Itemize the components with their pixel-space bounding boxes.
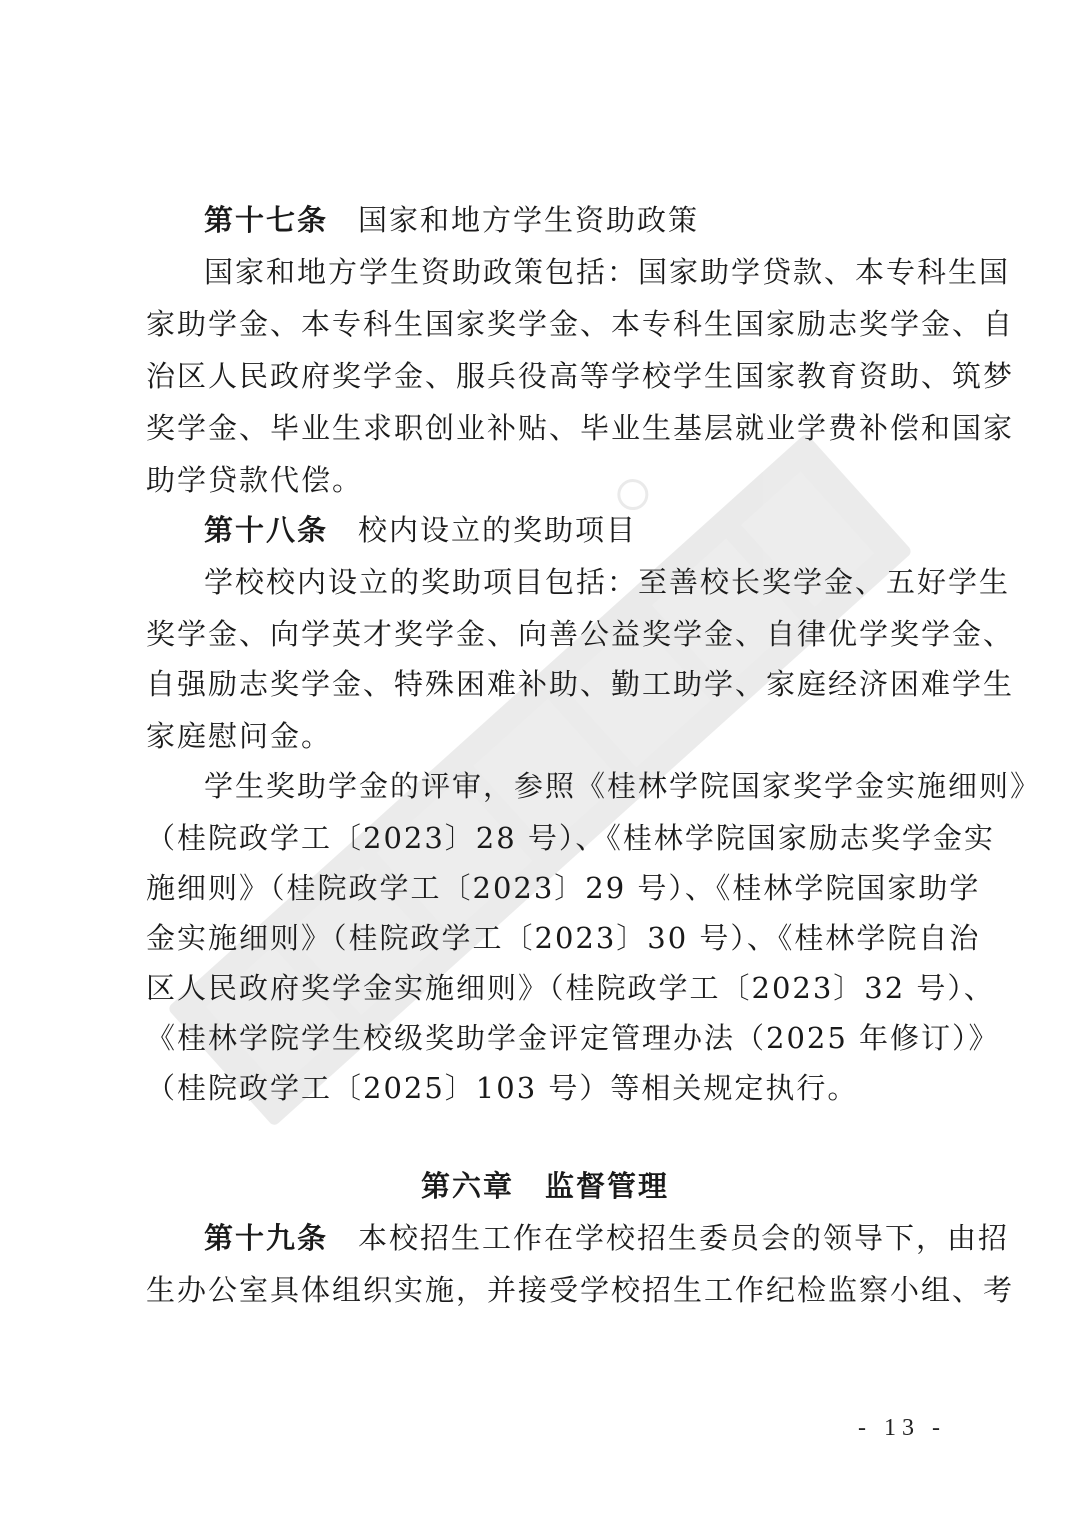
article-18-title: 校内设立的奖助项目 xyxy=(358,513,638,547)
article-18-para2-line: 区人民政府奖学金实施细则》（桂院政学工〔2023〕32 号）、 xyxy=(146,971,995,1005)
article-19-number: 第十九条 xyxy=(204,1221,329,1255)
article-19-line: 生办公室具体组织实施，并接受学校招生工作纪检监察小组、考 xyxy=(146,1273,1015,1307)
article-18-para2-line: 金实施细则》（桂院政学工〔2023〕30 号）、《桂林学院自治 xyxy=(146,921,981,955)
article-18-para2-line: 施细则》（桂院政学工〔2023〕29 号）、《桂林学院国家助学 xyxy=(146,871,981,905)
article-17-number: 第十七条 xyxy=(204,203,329,237)
article-18-para2-line: 《桂林学院学生校级奖助学金评定管理办法（2025 年修订）》 xyxy=(146,1021,1000,1055)
article-18-para2-line: （桂院政学工〔2025〕103 号）等相关规定执行。 xyxy=(146,1071,859,1105)
article-18-line: 家庭慰问金。 xyxy=(146,719,333,753)
article-18-number: 第十八条 xyxy=(204,513,329,547)
article-17-line: 国家和地方学生资助政策包括：国家助学贷款、本专科生国 xyxy=(204,255,1011,289)
article-17-line: 治区人民政府奖学金、服兵役高等学校学生国家教育资助、筑梦 xyxy=(146,359,1015,393)
page-number: - 13 - xyxy=(858,1415,946,1441)
chapter-title: 第六章 监督管理 xyxy=(420,1169,669,1203)
article-18-para2-line: 学生奖助学金的评审，参照《桂林学院国家奖学金实施细则》 xyxy=(204,769,1042,803)
article-18-line: 自强励志奖学金、特殊困难补助、勤工助学、家庭经济困难学生 xyxy=(146,667,1015,701)
article-18-line: 学校校内设立的奖助项目包括：至善校长奖学金、五好学生 xyxy=(204,565,1011,599)
article-19-text: 本校招生工作在学校招生委员会的领导下，由招 xyxy=(358,1221,1010,1255)
article-19-first-line xyxy=(146,1218,1010,1258)
article-17-line: 助学贷款代偿。 xyxy=(146,463,364,497)
article-18-heading-line xyxy=(146,510,944,550)
article-17-line: 家助学金、本专科生国家奖学金、本专科生国家励志奖学金、自 xyxy=(146,307,1015,341)
article-17-title: 国家和地方学生资助政策 xyxy=(358,203,700,237)
article-17-heading-line xyxy=(146,200,944,240)
article-18-line: 奖学金、向学英才奖学金、向善公益奖学金、自律优学奖学金、 xyxy=(146,617,1015,651)
article-17-line: 奖学金、毕业生求职创业补贴、毕业生基层就业学费补偿和国家 xyxy=(146,411,1015,445)
article-18-para2-line: （桂院政学工〔2023〕28 号）、《桂林学院国家励志奖学金实 xyxy=(146,821,995,855)
